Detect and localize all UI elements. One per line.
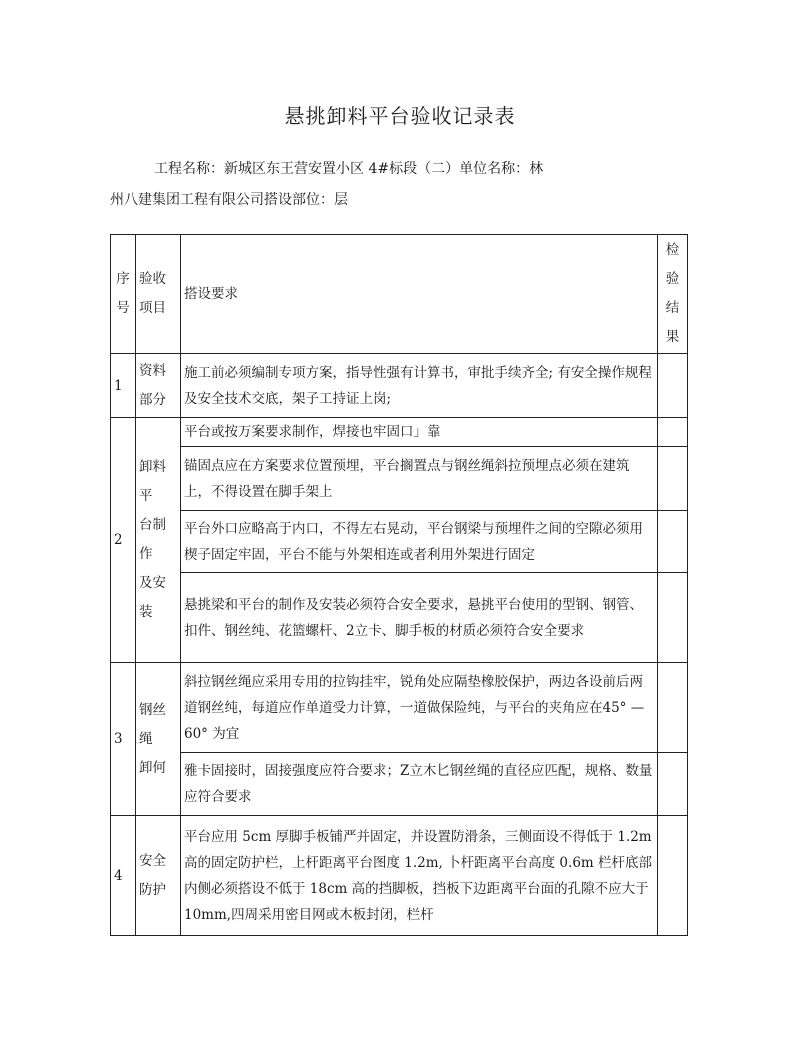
row-item: 卸料平 台制作 及安装 [136,418,181,663]
result-cell [658,573,688,663]
requirement-cell: 雅卡固接时，固接强度应符合要求；Z立木匕钢丝绳的直径应匹配，规格、数量应符合要求 [181,753,658,816]
table-row [111,573,688,663]
project-info-line-2: 州八建集团工程有限公司搭设部位：层 [110,192,348,208]
table-header-row [111,235,688,354]
requirement-cell: 平台或按万案要求制作，焊接也牢固口」靠 [181,418,658,447]
header-requirement: 搭设要求 [181,235,658,354]
table-row [111,816,688,936]
requirement-cell: 平台应用 5cm 厚脚手板铺严并固定，并设置防滑条，三侧面设不得低于 1.2m 高的固定防护栏，上杆距离平台图度 1.2m, 卜杆距离平台高度 0.6m 栏杆底部内侧必须搭设不低于 18cm 高的挡脚板，挡板下边距离平台面的孔隙不应大于 10mm,四周采用密目网或木板封闭，栏杆 [181,816,658,936]
result-cell [658,663,688,753]
row-item: 钢丝绳 卸何 [136,663,181,816]
result-cell [658,753,688,816]
requirement-cell: 悬挑梁和平台的制作及安装必须符合安全要求，悬挑平台使用的型钢、钢管、扣件、钢丝纯、花篮螺杆、2立卡、脚手板的材质必须符合安全要求 [181,573,658,663]
row-number: 1 [111,354,136,418]
requirement-cell: 平台外口应略高于内口，不得左右晃动，平台钢梁与预埋件之间的空隙必须用楔子固定牢固，平台不能与外架相连或者利用外架进行固定 [181,511,658,573]
requirement-cell: 施工前必须编制专项方案，指导性强有计算书，审批手续齐全; 有安全操作规程及安全技术交底，架子工持证上岗; [181,354,658,418]
header-result: 检 验 结 果 [658,235,688,354]
row-number: 3 [111,663,136,816]
page-title: 悬挑卸料平台验收记录表 [284,104,516,128]
requirement-cell: 锚固点应在方案要求位置预埋，平台搁置点与钢丝绳斜拉预埋点必须在建筑上，不得设置在脚手架上 [181,447,658,511]
table-row [111,447,688,511]
result-cell [658,418,688,447]
table-row [111,418,688,447]
inspection-table [110,234,688,936]
result-cell [658,816,688,936]
result-cell [658,511,688,573]
header-num: 序 号 [111,235,136,354]
row-number: 2 [111,418,136,663]
row-number: 4 [111,816,136,936]
requirement-cell: 斜拉钢丝绳应采用专用的拉钩挂牢，锐角处应隔垫橡胶保护，两边各设前后两道钢丝纯，每道应作单道受力计算，一道做保险纯，与平台的夹角应在45° —60° 为宜 [181,663,658,753]
table-row [111,663,688,753]
row-item: 资料 部分 [136,354,181,418]
row-item: 安全 防护 [136,816,181,936]
project-info-line-1: 工程名称：新城区东王营安置小区 4#标段（二）单位名称：林 [154,161,544,177]
result-cell [658,447,688,511]
table-row [111,354,688,418]
table-row [111,511,688,573]
table-row [111,753,688,816]
result-cell [658,354,688,418]
header-item: 验收 项目 [136,235,181,354]
